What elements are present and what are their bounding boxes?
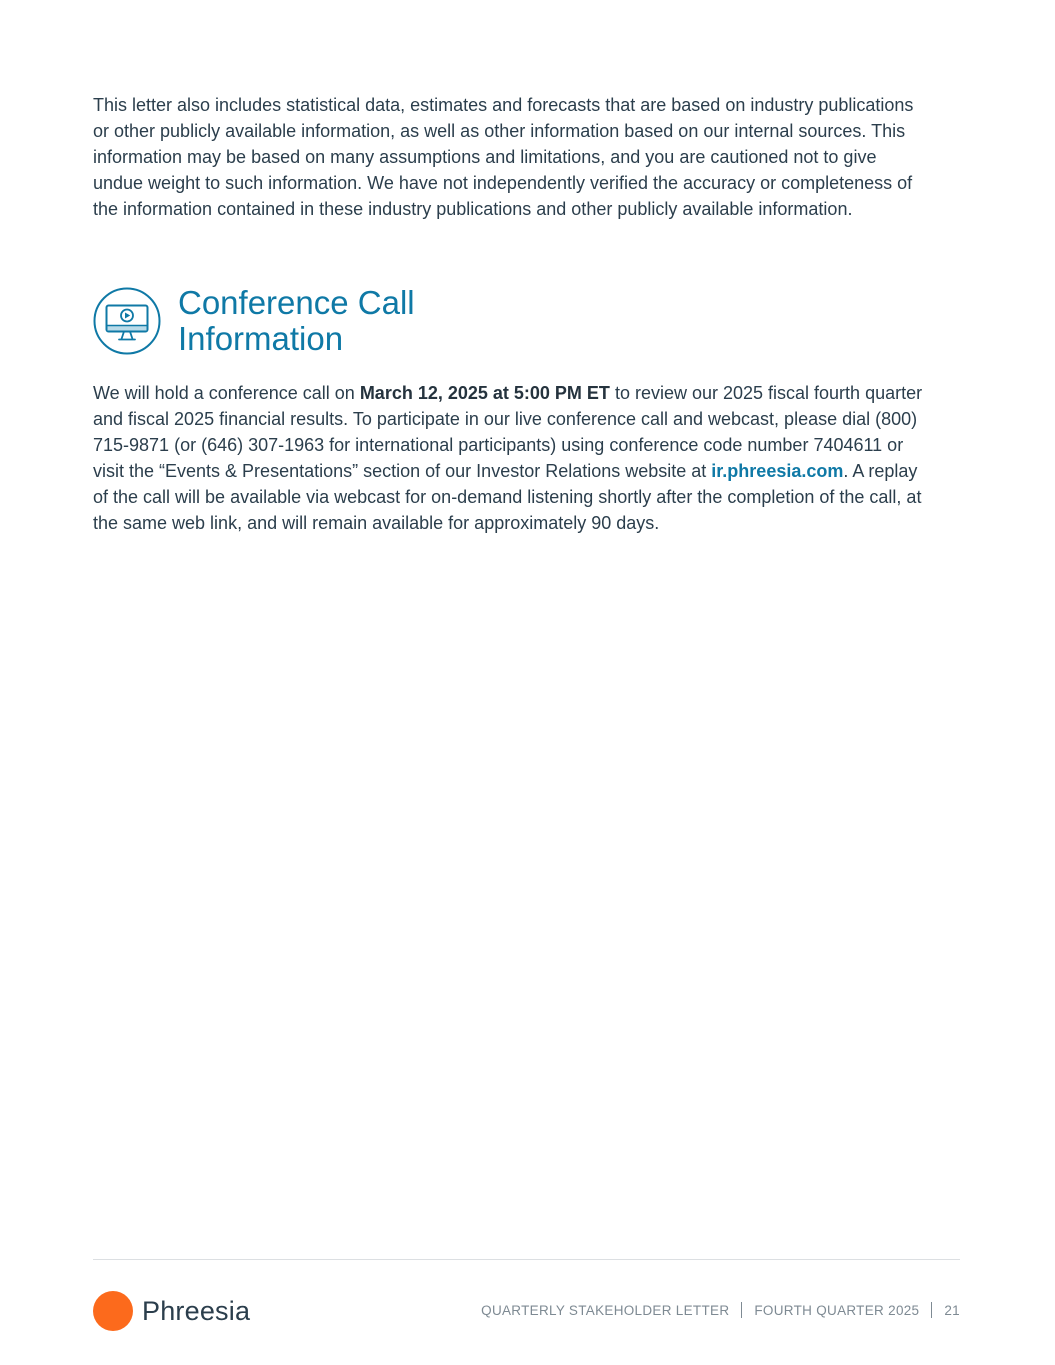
logo-dot-icon — [93, 1291, 133, 1331]
footer-separator — [741, 1302, 742, 1318]
call-date-time: March 12, 2025 at 5:00 PM ET — [359, 383, 610, 403]
call-middle-text: to review our 2025 fiscal fourth quarter and fiscal 2025 financial results. To participate in our live conference call and webcast, please dial (800) 715-9871 (or (646) 307-1963 for international participants) using conference code number 7404611 or visit the “Events & Presentations” section of our Investor Relations website at — [93, 383, 923, 481]
call-intro-text: We will hold a conference call on — [93, 383, 360, 403]
conference-call-paragraph — [93, 380, 923, 536]
footer-page-number: 21 — [944, 1302, 960, 1318]
footer-divider — [93, 1259, 960, 1260]
footer-period: FOURTH QUARTER 2025 — [754, 1302, 920, 1318]
footer-doc-label: QUARTERLY STAKEHOLDER LETTER — [481, 1302, 730, 1318]
disclaimer-paragraph: This letter also includes statistical data, estimates and forecasts that are based on industry publications or other publicly available information, as well as other information based on our internal sources. This information may be based on many assumptions and limitations, and you are cautioned not to give undue weight to such information. We have not independently verified the accuracy or completeness of the information contained in these industry publications and other publicly available information. — [93, 95, 914, 219]
investor-relations-link[interactable]: ir.phreesia.com — [711, 461, 844, 481]
footer-separator — [931, 1302, 932, 1318]
phreesia-logo — [93, 1291, 250, 1331]
monitor-play-icon — [93, 287, 161, 355]
section-title: Conference Call Information — [178, 284, 415, 357]
footer-meta — [481, 1302, 960, 1318]
call-outro-text: . A replay of the call will be available via webcast for on-demand listening shortly after the completion of the call, at the same web link, and will remain available for approximately 90 days. — [93, 461, 922, 533]
section-header — [93, 285, 415, 357]
logo-wordmark: Phreesia — [142, 1295, 251, 1326]
